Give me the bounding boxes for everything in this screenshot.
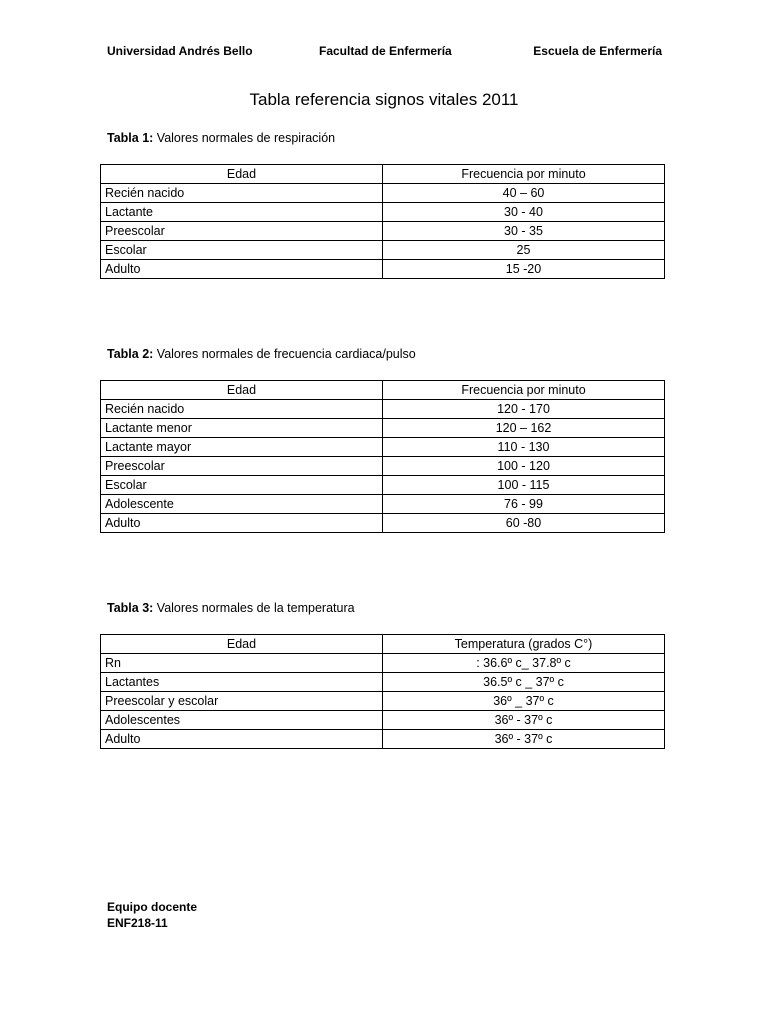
header-faculty: Facultad de Enfermería <box>319 44 452 58</box>
cell-age: Adolescentes <box>101 711 383 730</box>
cell-age: Lactante menor <box>101 419 383 438</box>
table-row <box>101 654 665 673</box>
cell-value: : 36.6º c_ 37.8º c <box>383 654 665 673</box>
cell-age: Preescolar y escolar <box>101 692 383 711</box>
footer-course-code: ENF218-11 <box>107 916 168 930</box>
table-row <box>101 692 665 711</box>
header-school: Escuela de Enfermería <box>533 44 662 58</box>
cell-value: 60 -80 <box>383 514 665 533</box>
table-1-caption <box>107 131 335 145</box>
table-row <box>101 260 665 279</box>
table-row <box>101 222 665 241</box>
cell-age: Recién nacido <box>101 184 383 203</box>
cell-value: 100 - 115 <box>383 476 665 495</box>
table-row <box>101 241 665 260</box>
table-heart-rate <box>100 380 665 533</box>
table-row <box>101 203 665 222</box>
cell-value: 120 – 162 <box>383 419 665 438</box>
page-footer <box>107 899 197 931</box>
cell-value: 30 - 40 <box>383 203 665 222</box>
cell-value: 40 – 60 <box>383 184 665 203</box>
page-header <box>107 44 662 62</box>
cell-value: 100 - 120 <box>383 457 665 476</box>
cell-value: 36º _ 37º c <box>383 692 665 711</box>
cell-value: 36.5º c _ 37º c <box>383 673 665 692</box>
cell-age: Lactantes <box>101 673 383 692</box>
column-header-frequency: Frecuencia por minuto <box>383 381 665 400</box>
table-row <box>101 495 665 514</box>
table-row <box>101 400 665 419</box>
table-row <box>101 730 665 749</box>
table-row <box>101 457 665 476</box>
table-3-caption-label: Tabla 3: <box>107 601 154 615</box>
cell-age: Escolar <box>101 241 383 260</box>
table-temperature <box>100 634 665 749</box>
header-university: Universidad Andrés Bello <box>107 44 253 58</box>
cell-age: Preescolar <box>101 457 383 476</box>
cell-age: Recién nacido <box>101 400 383 419</box>
table-3-caption <box>107 601 355 615</box>
cell-age: Escolar <box>101 476 383 495</box>
table-header-row <box>101 165 665 184</box>
table-row <box>101 514 665 533</box>
table-1-caption-text: Valores normales de respiración <box>153 131 336 145</box>
column-header-frequency: Frecuencia por minuto <box>383 165 665 184</box>
table-row <box>101 419 665 438</box>
table-row <box>101 673 665 692</box>
table-row <box>101 438 665 457</box>
table-3-caption-text: Valores normales de la temperatura <box>153 601 355 615</box>
column-header-temperature: Temperatura (grados C°) <box>383 635 665 654</box>
cell-value: 36º - 37º c <box>383 711 665 730</box>
table-row <box>101 476 665 495</box>
cell-value: 76 - 99 <box>383 495 665 514</box>
table-2-caption-label: Tabla 2: <box>107 347 154 361</box>
table-header-row <box>101 381 665 400</box>
cell-age: Rn <box>101 654 383 673</box>
table-2-caption-text: Valores normales de frecuencia cardiaca/pulso <box>153 347 416 361</box>
cell-age: Lactante <box>101 203 383 222</box>
table-row <box>101 711 665 730</box>
table-row <box>101 184 665 203</box>
table-header-row <box>101 635 665 654</box>
cell-age: Adulto <box>101 260 383 279</box>
column-header-age: Edad <box>101 381 383 400</box>
cell-value: 36º - 37º c <box>383 730 665 749</box>
table-2-caption <box>107 347 416 361</box>
table-1-caption-label: Tabla 1: <box>107 131 154 145</box>
cell-value: 25 <box>383 241 665 260</box>
cell-value: 120 - 170 <box>383 400 665 419</box>
cell-value: 110 - 130 <box>383 438 665 457</box>
table-respiration <box>100 164 665 279</box>
cell-value: 15 -20 <box>383 260 665 279</box>
cell-age: Adulto <box>101 514 383 533</box>
cell-age: Adulto <box>101 730 383 749</box>
page-title: Tabla referencia signos vitales 2011 <box>249 90 519 109</box>
column-header-age: Edad <box>101 635 383 654</box>
cell-age: Preescolar <box>101 222 383 241</box>
cell-age: Lactante mayor <box>101 438 383 457</box>
cell-value: 30 - 35 <box>383 222 665 241</box>
cell-age: Adolescente <box>101 495 383 514</box>
footer-team: Equipo docente <box>107 900 197 914</box>
column-header-age: Edad <box>101 165 383 184</box>
